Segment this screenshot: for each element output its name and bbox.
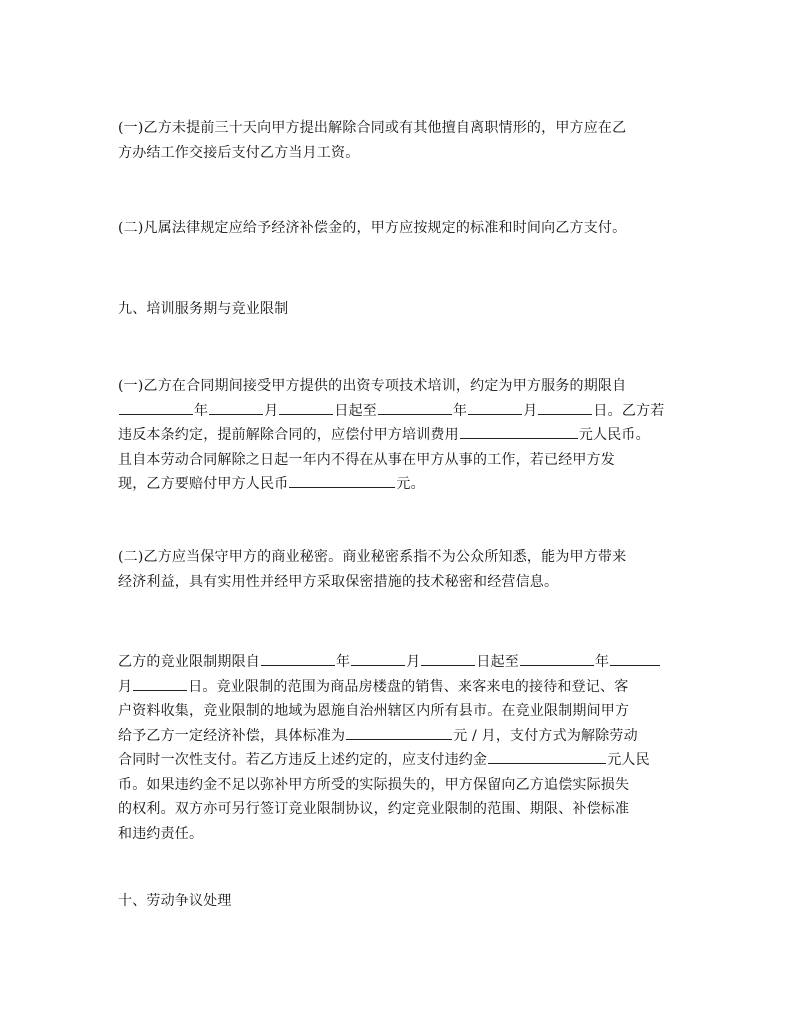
text-line: 的权利。双方亦可另行签订竞业限制协议，约定竞业限制的范围、期限、补偿标准 xyxy=(118,801,630,817)
paragraph-economic-compensation xyxy=(118,216,680,241)
text-fragment: 年 xyxy=(595,654,610,670)
text-fragment: 合同时一次性支付。若乙方违反上述约定的，应支付违约金 xyxy=(118,752,488,768)
text-fragment: 元人民 xyxy=(607,752,650,768)
text-line xyxy=(118,748,680,773)
paragraph-noncompete-terms xyxy=(118,650,680,846)
text-line: 方办结工作交接后支付乙方当月工资。 xyxy=(118,144,360,161)
text-fragment: 日。乙方若 xyxy=(593,402,665,419)
section-heading-labor-dispute: 十、劳动争议处理 xyxy=(118,893,232,909)
blank-field xyxy=(261,650,335,666)
text-fragment: 现，乙方要赔付甲方人民币 xyxy=(118,476,289,492)
text-fragment: 元 / 月，支付方式为解除劳动 xyxy=(453,727,638,744)
text-fragment: 元。 xyxy=(396,476,425,492)
blank-field xyxy=(133,675,187,691)
text-line xyxy=(118,423,680,448)
text-fragment: 年 xyxy=(453,402,468,419)
text-fragment: 给予乙方一定经济补偿，具体标准为 xyxy=(118,727,346,744)
blank-field xyxy=(538,399,592,415)
blank-field xyxy=(520,650,594,666)
blank-field xyxy=(488,748,606,764)
text-line: (二)乙方应当保守甲方的商业秘密。商业秘密系指不为公众所知悉，能为甲方带来 xyxy=(118,549,627,565)
text-line: (一)乙方未提前三十天向甲方提出解除合同或有其他擅自离职情形的，甲方应在乙 xyxy=(118,120,627,136)
text-line: 经济利益，具有实用性并经甲方采取保密措施的技术秘密和经营信息。 xyxy=(118,573,559,590)
section-heading-training-noncompete: 九、培训服务期与竞业限制 xyxy=(118,301,289,317)
blank-field xyxy=(119,399,193,415)
text-line xyxy=(118,472,680,497)
text-fragment: 月 xyxy=(406,654,421,670)
blank-field xyxy=(289,472,395,488)
text-fragment: 年 xyxy=(194,402,209,419)
paragraph-trade-secrets xyxy=(118,545,680,594)
text-fragment: 违反本条约定，提前解除合同的，应偿付甲方培训费用 xyxy=(118,427,459,443)
text-fragment: 元人民币。 xyxy=(578,427,650,443)
blank-field xyxy=(346,724,452,740)
text-line xyxy=(118,399,680,424)
text-fragment: 日起至 xyxy=(476,654,520,670)
paragraph-training-service-period xyxy=(118,374,680,497)
blank-field xyxy=(460,423,578,439)
text-line: 且自本劳动合同解除之日起一年内不得在从事在甲方从事的工作，若已经甲方发 xyxy=(118,451,615,468)
text-fragment: 月 xyxy=(118,678,133,695)
text-line xyxy=(118,724,680,749)
blank-field xyxy=(279,399,333,415)
text-fragment: 月 xyxy=(264,402,279,419)
text-line xyxy=(118,675,680,700)
text-fragment: 年 xyxy=(336,654,351,670)
blank-field xyxy=(351,650,405,666)
text-fragment: 乙方的竞业限制期限自 xyxy=(118,654,260,670)
text-line: (二)凡属法律规定应给予经济补偿金的，甲方应按规定的标准和时间向乙方支付。 xyxy=(118,220,627,236)
paragraph-salary-payment xyxy=(118,116,680,165)
text-fragment: 日。竞业限制的范围为商品房楼盘的销售、来客来电的接待和登记、客 xyxy=(188,678,629,695)
blank-field xyxy=(378,399,452,415)
text-line: (一)乙方在合同期间接受甲方提供的出资专项技术培训，约定为甲方服务的期限自 xyxy=(118,378,627,394)
text-line: 户资料收集，竞业限制的地域为恩施自治州辖区内所有县市。在竞业限制期间甲方 xyxy=(118,703,630,719)
text-line xyxy=(118,650,680,675)
text-fragment: 月 xyxy=(523,402,538,419)
blank-field xyxy=(421,650,475,666)
blank-field xyxy=(610,650,660,666)
blank-field xyxy=(209,399,263,415)
text-fragment: 日起至 xyxy=(334,402,378,419)
text-line: 和违约责任。 xyxy=(118,825,204,842)
blank-field xyxy=(468,399,522,415)
text-line: 币。如果违约金不足以弥补甲方所受的实际损失的，甲方保留向乙方追偿实际损失 xyxy=(118,776,630,793)
